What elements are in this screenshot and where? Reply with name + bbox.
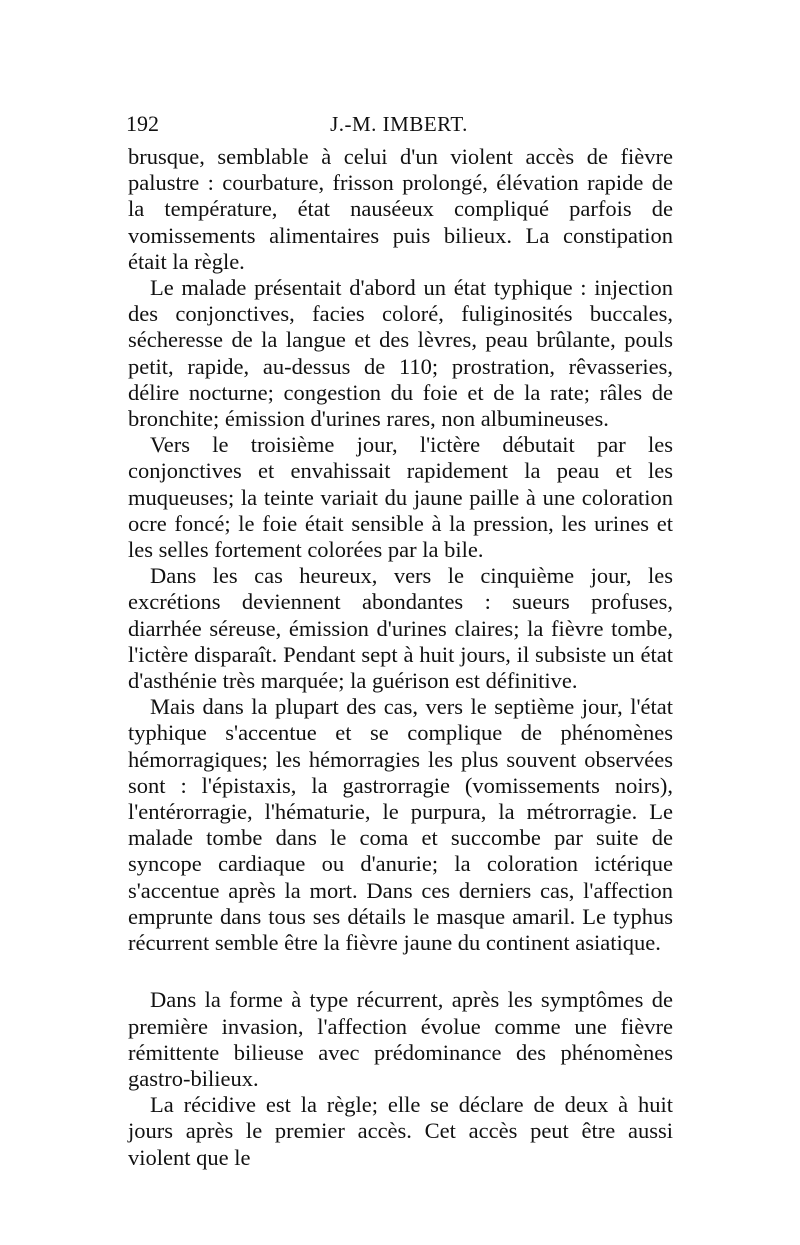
running-title: J.-M. IMBERT.: [330, 112, 468, 136]
section-gap: [128, 956, 673, 987]
paragraph-continuation: brusque, semblable à celui d'un violent accès de fièvre palustre : courbature, frisson prolongé, élévation rapide de la température, état nauséeux compliqué parfois de vomissements alimentaires puis bilieux. La constipation était la règle.: [128, 144, 673, 274]
page-number: 192: [126, 111, 159, 136]
paragraph-favorable-cases: Dans les cas heureux, vers le cinquième jour, les excrétions deviennent abondantes : sueurs profuses, diarrhée séreuse, émission d'urines claires; la fièvre tombe, l'ictère disparaît. Pendant sept à huit jours, il subsiste un état d'asthénie très marquée; la guérison est définitive.: [128, 563, 673, 694]
paragraph-relapse: La récidive est la règle; elle se déclare de deux à huit jours après le premier accès. Cet accès peut être aussi violent que le: [128, 1092, 673, 1170]
paragraph-recurrent-type: Dans la forme à type récurrent, après les symptômes de première invasion, l'affection évolue comme une fièvre rémittente bilieuse avec prédominance des phénomènes gastro-bilieux.: [128, 987, 673, 1091]
paragraph-jaundice: Vers le troisième jour, l'ictère débutait par les conjonctives et envahissait rapidement la peau et les muqueuses; la teinte variait du jaune paille à une coloration ocre foncé; le foie était sensible à la pression, les urines et les selles fortement colorées par la bile.: [128, 432, 673, 563]
paragraph-hemorrhagic-cases: Mais dans la plupart des cas, vers le septième jour, l'état typhique s'accentue et se complique de phénomènes hémorragiques; les hémorragies les plus souvent observées sont : l'épistaxis, la gastrorragie (vomissements noirs), l'entérorragie, l'hématurie, le purpura, la métrorragie. Le malade tombe dans le coma et succombe par suite de syncope cardiaque ou d'anurie; la coloration ictérique s'accentue après la mort. Dans ces derniers cas, l'affection emprunte dans tous ses détails le masque amaril. Le typhus récurrent semble être la fièvre jaune du continent asiatique.: [128, 694, 673, 956]
body-text: [128, 144, 673, 1171]
paragraph-typhoid-state: Le malade présentait d'abord un état typhique : injection des conjonctives, facies coloré, fuliginosités buccales, sécheresse de la langue et des lèvres, peau brûlante, pouls petit, rapide, au-dessus de 110; prostration, rêvasseries, délire nocturne; congestion du foie et de la rate; râles de bronchite; émission d'urines rares, non albumineuses.: [128, 275, 673, 432]
page-header: [126, 107, 672, 141]
